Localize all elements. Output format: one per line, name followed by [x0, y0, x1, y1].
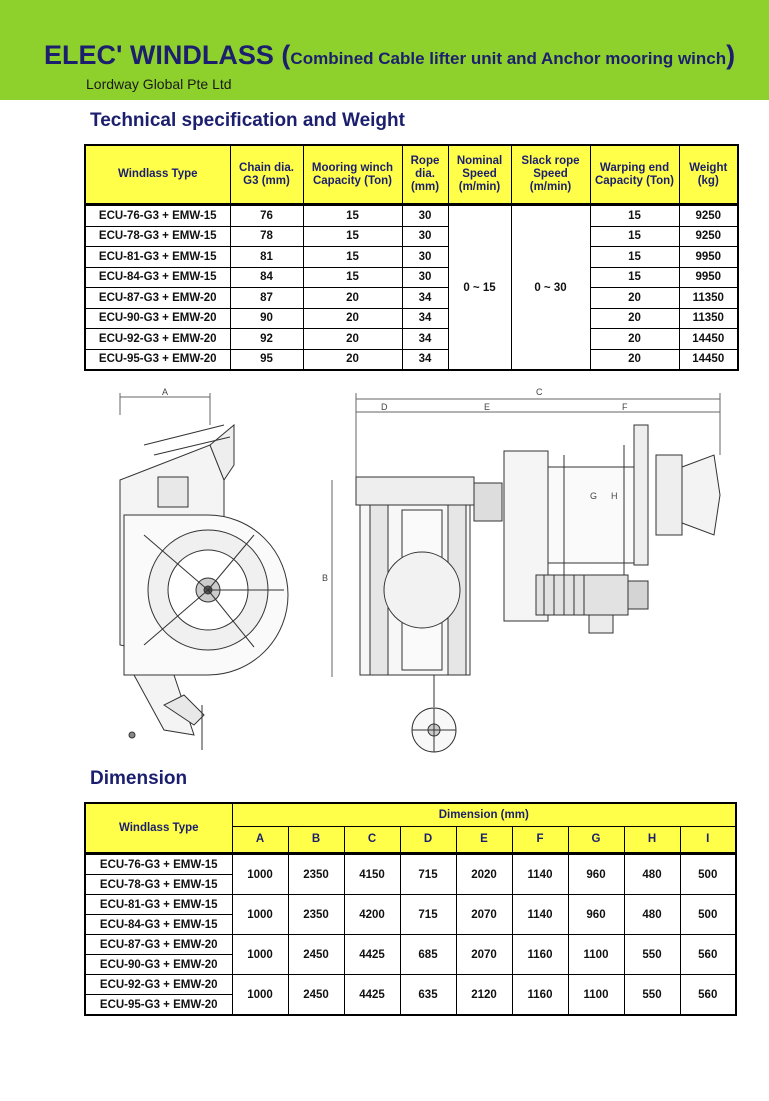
type-cell: ECU-76-G3 + EMW-15 — [85, 854, 232, 875]
table-row — [85, 349, 738, 370]
type-cell: ECU-76-G3 + EMW-15 — [85, 205, 230, 227]
chain-cell: 78 — [230, 226, 303, 247]
company-name: Lordway Global Pte Ltd — [86, 76, 232, 92]
dim-cell-h: 480 — [624, 895, 680, 935]
dim-cell-g: 1100 — [568, 935, 624, 975]
weight-cell: 14450 — [679, 329, 738, 350]
chain-cell: 84 — [230, 267, 303, 288]
dim-cell-a: 1000 — [232, 935, 288, 975]
table-row — [85, 247, 738, 268]
col-header: Mooring winch Capacity (Ton) — [303, 145, 402, 205]
capacity-cell: 20 — [303, 349, 402, 370]
dim-cell-e: 2120 — [456, 975, 512, 1016]
capacity-cell: 20 — [303, 288, 402, 309]
dim-cell-h: 480 — [624, 854, 680, 895]
windlass-technical-drawing — [84, 385, 734, 760]
warping-cell: 20 — [590, 308, 679, 329]
dim-cell-g: 960 — [568, 854, 624, 895]
col-header-letter: G — [568, 827, 624, 854]
nominal-speed-cell: 0 ~ 15 — [448, 205, 511, 371]
dim-cell-i: 500 — [680, 895, 736, 935]
spec-header-row — [85, 145, 738, 205]
dim-cell-c: 4425 — [344, 975, 400, 1016]
capacity-cell: 15 — [303, 205, 402, 227]
col-header: Slack rope Speed (m/min) — [511, 145, 590, 205]
type-cell: ECU-90-G3 + EMW-20 — [85, 955, 232, 975]
dim-cell-a: 1000 — [232, 895, 288, 935]
col-header-type: Windlass Type — [85, 803, 232, 854]
dim-cell-e: 2070 — [456, 895, 512, 935]
dimension-group-row — [85, 803, 736, 827]
table-row — [85, 288, 738, 309]
label-g: G — [590, 491, 598, 501]
rope-cell: 30 — [402, 205, 448, 227]
table-row — [85, 975, 736, 995]
capacity-cell: 20 — [303, 308, 402, 329]
col-header: Windlass Type — [85, 145, 230, 205]
type-cell: ECU-81-G3 + EMW-15 — [85, 247, 230, 268]
dim-cell-i: 560 — [680, 975, 736, 1016]
slack-speed-cell: 0 ~ 30 — [511, 205, 590, 371]
table-row — [85, 205, 738, 227]
col-header-letter: E — [456, 827, 512, 854]
chain-cell: 90 — [230, 308, 303, 329]
dim-cell-a: 1000 — [232, 975, 288, 1016]
capacity-cell: 15 — [303, 247, 402, 268]
weight-cell: 9950 — [679, 247, 738, 268]
table-row — [85, 895, 736, 915]
col-header-dimension: Dimension (mm) — [232, 803, 736, 827]
dim-cell-c: 4425 — [344, 935, 400, 975]
type-cell: ECU-92-G3 + EMW-20 — [85, 975, 232, 995]
dim-cell-d: 715 — [400, 895, 456, 935]
col-header-letter: A — [232, 827, 288, 854]
col-header-letter: D — [400, 827, 456, 854]
warping-cell: 15 — [590, 267, 679, 288]
col-header: Rope dia. (mm) — [402, 145, 448, 205]
label-d: D — [381, 402, 388, 412]
weight-cell: 9950 — [679, 267, 738, 288]
label-b: B — [322, 573, 329, 583]
col-header: Chain dia. G3 (mm) — [230, 145, 303, 205]
side-view — [120, 425, 288, 750]
table-row — [85, 329, 738, 350]
dim-cell-d: 685 — [400, 935, 456, 975]
front-view — [356, 425, 720, 752]
chain-cell: 87 — [230, 288, 303, 309]
type-cell: ECU-84-G3 + EMW-15 — [85, 915, 232, 935]
type-cell: ECU-95-G3 + EMW-20 — [85, 349, 230, 370]
dim-cell-i: 500 — [680, 854, 736, 895]
label-h: H — [611, 491, 618, 501]
dim-cell-i: 560 — [680, 935, 736, 975]
dim-cell-d: 715 — [400, 854, 456, 895]
warping-cell: 15 — [590, 205, 679, 227]
chain-cell: 76 — [230, 205, 303, 227]
dim-cell-b: 2450 — [288, 975, 344, 1016]
page-title — [44, 40, 735, 71]
title-main: ELEC' WINDLASS ( — [44, 40, 291, 70]
warping-end — [682, 455, 720, 535]
weight-cell: 11350 — [679, 288, 738, 309]
dimension-heading: Dimension — [90, 768, 188, 789]
type-cell: ECU-87-G3 + EMW-20 — [85, 288, 230, 309]
dim-cell-g: 960 — [568, 895, 624, 935]
type-cell: ECU-92-G3 + EMW-20 — [85, 329, 230, 350]
dim-cell-b: 2350 — [288, 854, 344, 895]
type-cell: ECU-87-G3 + EMW-20 — [85, 935, 232, 955]
dim-cell-e: 2070 — [456, 935, 512, 975]
title-close: ) — [726, 40, 736, 70]
chain-cell: 81 — [230, 247, 303, 268]
dim-cell-f: 1140 — [512, 895, 568, 935]
spec-table — [84, 144, 739, 371]
capacity-cell: 15 — [303, 226, 402, 247]
label-c: C — [536, 387, 543, 397]
dimension-table — [84, 802, 737, 1016]
dim-cell-b: 2350 — [288, 895, 344, 935]
weight-cell: 9250 — [679, 205, 738, 227]
chain-cell: 92 — [230, 329, 303, 350]
col-header-letter: I — [680, 827, 736, 854]
rope-cell: 30 — [402, 247, 448, 268]
rope-cell: 30 — [402, 267, 448, 288]
dim-cell-h: 550 — [624, 935, 680, 975]
chain-cell: 95 — [230, 349, 303, 370]
motor — [536, 575, 628, 615]
col-header: Warping end Capacity (Ton) — [590, 145, 679, 205]
col-header-letter: B — [288, 827, 344, 854]
type-cell: ECU-90-G3 + EMW-20 — [85, 308, 230, 329]
dim-cell-f: 1160 — [512, 975, 568, 1016]
table-row — [85, 935, 736, 955]
capacity-cell: 15 — [303, 267, 402, 288]
rope-cell: 34 — [402, 329, 448, 350]
weight-cell: 11350 — [679, 308, 738, 329]
type-cell: ECU-78-G3 + EMW-15 — [85, 875, 232, 895]
warping-cell: 20 — [590, 329, 679, 350]
col-header-letter: C — [344, 827, 400, 854]
type-cell: ECU-84-G3 + EMW-15 — [85, 267, 230, 288]
title-sub: Combined Cable lifter unit and Anchor mooring winch — [290, 49, 727, 68]
warping-cell: 20 — [590, 349, 679, 370]
type-cell: ECU-81-G3 + EMW-15 — [85, 895, 232, 915]
warping-cell: 15 — [590, 226, 679, 247]
rope-cell: 30 — [402, 226, 448, 247]
spec-heading: Technical specification and Weight — [90, 110, 405, 131]
dim-cell-b: 2450 — [288, 935, 344, 975]
col-header: Nominal Speed (m/min) — [448, 145, 511, 205]
rope-cell: 34 — [402, 288, 448, 309]
table-row — [85, 226, 738, 247]
dim-cell-c: 4150 — [344, 854, 400, 895]
dim-cell-g: 1100 — [568, 975, 624, 1016]
table-row — [85, 854, 736, 875]
dim-cell-f: 1160 — [512, 935, 568, 975]
dim-cell-h: 550 — [624, 975, 680, 1016]
col-header-letter: F — [512, 827, 568, 854]
dim-cell-a: 1000 — [232, 854, 288, 895]
dim-cell-d: 635 — [400, 975, 456, 1016]
weight-cell: 9250 — [679, 226, 738, 247]
label-f: F — [622, 402, 628, 412]
dim-cell-f: 1140 — [512, 854, 568, 895]
dim-cell-e: 2020 — [456, 854, 512, 895]
header-banner — [0, 0, 769, 100]
dim-cell-c: 4200 — [344, 895, 400, 935]
type-cell: ECU-95-G3 + EMW-20 — [85, 995, 232, 1016]
table-row — [85, 267, 738, 288]
label-e: E — [484, 402, 491, 412]
capacity-cell: 20 — [303, 329, 402, 350]
warping-cell: 20 — [590, 288, 679, 309]
rope-cell: 34 — [402, 308, 448, 329]
table-row — [85, 308, 738, 329]
label-a: A — [162, 387, 169, 397]
type-cell: ECU-78-G3 + EMW-15 — [85, 226, 230, 247]
col-header-letter: H — [624, 827, 680, 854]
weight-cell: 14450 — [679, 349, 738, 370]
warping-cell: 15 — [590, 247, 679, 268]
col-header: Weight (kg) — [679, 145, 738, 205]
rope-cell: 34 — [402, 349, 448, 370]
